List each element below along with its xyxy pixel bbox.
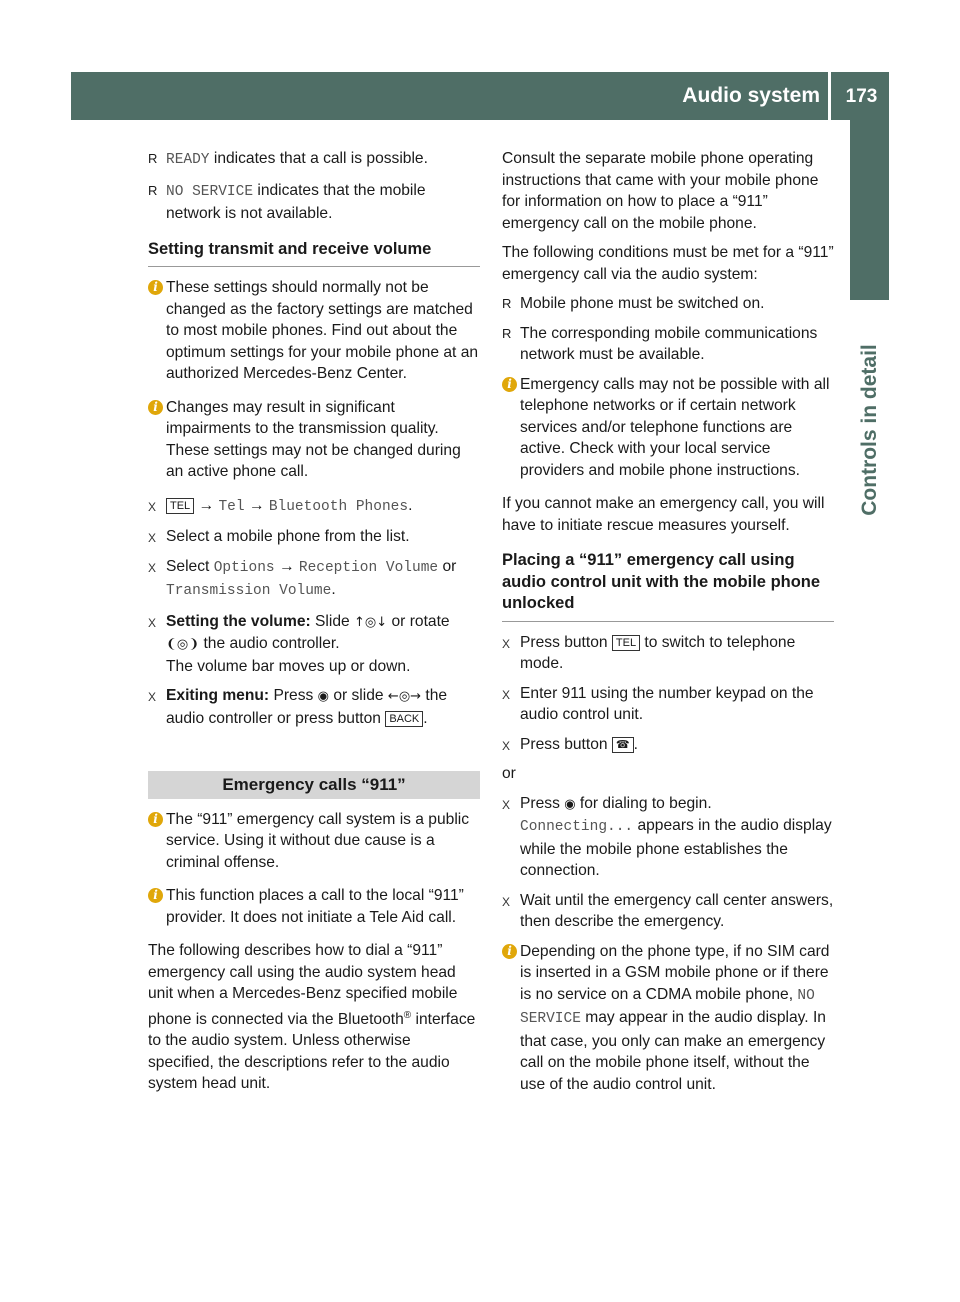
section-title: Emergency calls “911” (148, 771, 480, 799)
instruction-step: X Select a mobile phone from the list. (148, 526, 480, 548)
list-item: R NO SERVICE indicates that the mobile network is not available. (148, 181, 426, 222)
press-controller-icon: ◉ (317, 689, 329, 704)
section-heading: Placing a “911” emergency call using audio control unit with the mobile phone unlocked (502, 550, 834, 622)
bullet-marker: R (502, 325, 512, 341)
info-icon: i (148, 400, 163, 415)
page-title: Audio system (682, 84, 820, 107)
side-section-label: Controls in detail (857, 344, 881, 516)
side-tab (850, 120, 889, 300)
section-heading: Setting transmit and receive volume (148, 239, 480, 268)
step-marker: X (148, 615, 157, 630)
instruction-step: X Enter 911 using the number keypad on the audio control unit. (502, 684, 814, 723)
press-controller-icon: ◉ (564, 796, 576, 812)
instruction-step: X Select Options → Reception Volume or Transmission Volume. (148, 557, 457, 599)
step-marker: X (148, 499, 157, 514)
list-item: R Mobile phone must be switched on. (502, 293, 834, 315)
right-column (502, 148, 834, 1107)
bullet-marker: R (148, 151, 158, 166)
page-number: 173 (845, 86, 878, 107)
bullet-marker: R (148, 182, 158, 198)
info-note: i Depending on the phone type, if no SIM card is inserted in a GSM mobile phone or if there is no service on a CDMA mobile phone, NO SERVICE may appear in the audio display. In that case, you only can make an emergency call on the mobile phone itself, without the use of the audio control unit. (502, 941, 834, 1096)
info-icon: i (502, 377, 517, 392)
instruction-step: X TEL → Tel → Bluetooth Phones. (148, 495, 480, 519)
paragraph: The following conditions must be met for a “911” emergency call via the audio system: (502, 244, 834, 283)
info-note: i Emergency calls may not be possible with all telephone networks or if certain network services and/or telephone functions are active. Check with your local service providers and mobile phone instructions. (502, 374, 834, 482)
header-separator (828, 72, 831, 120)
step-marker: X (502, 738, 511, 753)
step-marker: X (148, 560, 157, 575)
instruction-step: X Setting the volume: Slide ↑◎↓ or rotate ❨◎❩ the audio controller. The volume bar moves up or down. (148, 612, 450, 675)
info-note: i These settings should normally not be changed as the factory settings are matched to most mobile phones. Find out about the optimum settings for your mobile phone at an authorized Mercedes-Benz Center. (148, 277, 480, 385)
step-marker: X (502, 636, 511, 651)
left-column (148, 148, 480, 1103)
phone-call-icon: ☎ (612, 737, 634, 753)
step-marker: X (502, 894, 511, 909)
step-marker: X (502, 687, 511, 702)
info-note: i The “911” emergency call system is a public service. Using it without due cause is a criminal offense. (148, 809, 480, 874)
tel-key-icon: TEL (166, 498, 194, 514)
rotate-controller-icon: ❨◎❩ (166, 637, 200, 652)
info-icon: i (148, 888, 163, 903)
info-note: i This function places a call to the local “911” provider. It does not initiate a Tele Aid call. (148, 885, 480, 928)
instruction-step: X Exiting menu: Press ◉ or slide ←◎→ the audio controller or press button BACK . (148, 687, 448, 727)
info-note: i Changes may result in significant impairments to the transmission quality. These settings may not be changed during an active phone call. (148, 397, 480, 483)
info-icon: i (148, 280, 163, 295)
info-icon: i (148, 812, 163, 827)
slide-left-right-icon: ←◎→ (387, 689, 422, 704)
back-key-icon: BACK (385, 711, 423, 727)
slide-controller-icon: ↑◎↓ (354, 614, 388, 630)
instruction-step: X Press button ☎ . (502, 734, 834, 756)
list-item: R The corresponding mobile communications network must be available. (502, 324, 818, 363)
step-marker: X (502, 797, 511, 812)
step-marker: X (148, 690, 157, 704)
instruction-step: X Press ◉ for dialing to begin. Connecting... appears in the audio display while the mobile phone establishes the connection. (502, 794, 832, 879)
paragraph: Consult the separate mobile phone operating instructions that came with your mobile phone for information on how to place a “911” emergency call on the mobile phone. (502, 150, 819, 232)
list-item: R READY indicates that a call is possible. (148, 150, 428, 168)
paragraph: If you cannot make an emergency call, you will have to initiate rescue measures yourself. (502, 495, 825, 534)
step-marker: X (148, 531, 157, 545)
or-label: or (502, 765, 516, 782)
instruction-step: X Wait until the emergency call center answers, then describe the emergency. (502, 891, 834, 930)
paragraph: The following describes how to dial a “911” emergency call using the audio system head unit when a Mercedes-Benz specified mobile phone is connected via the Bluetooth® interface to the audio system. Unless otherwise specified, the descriptions refer to the audio system head unit. (148, 942, 476, 1093)
tel-key-icon: TEL (612, 635, 640, 651)
bullet-marker: R (502, 296, 512, 311)
instruction-step: X Press button TEL to switch to telephone mode. (502, 633, 796, 672)
info-icon: i (502, 944, 517, 959)
